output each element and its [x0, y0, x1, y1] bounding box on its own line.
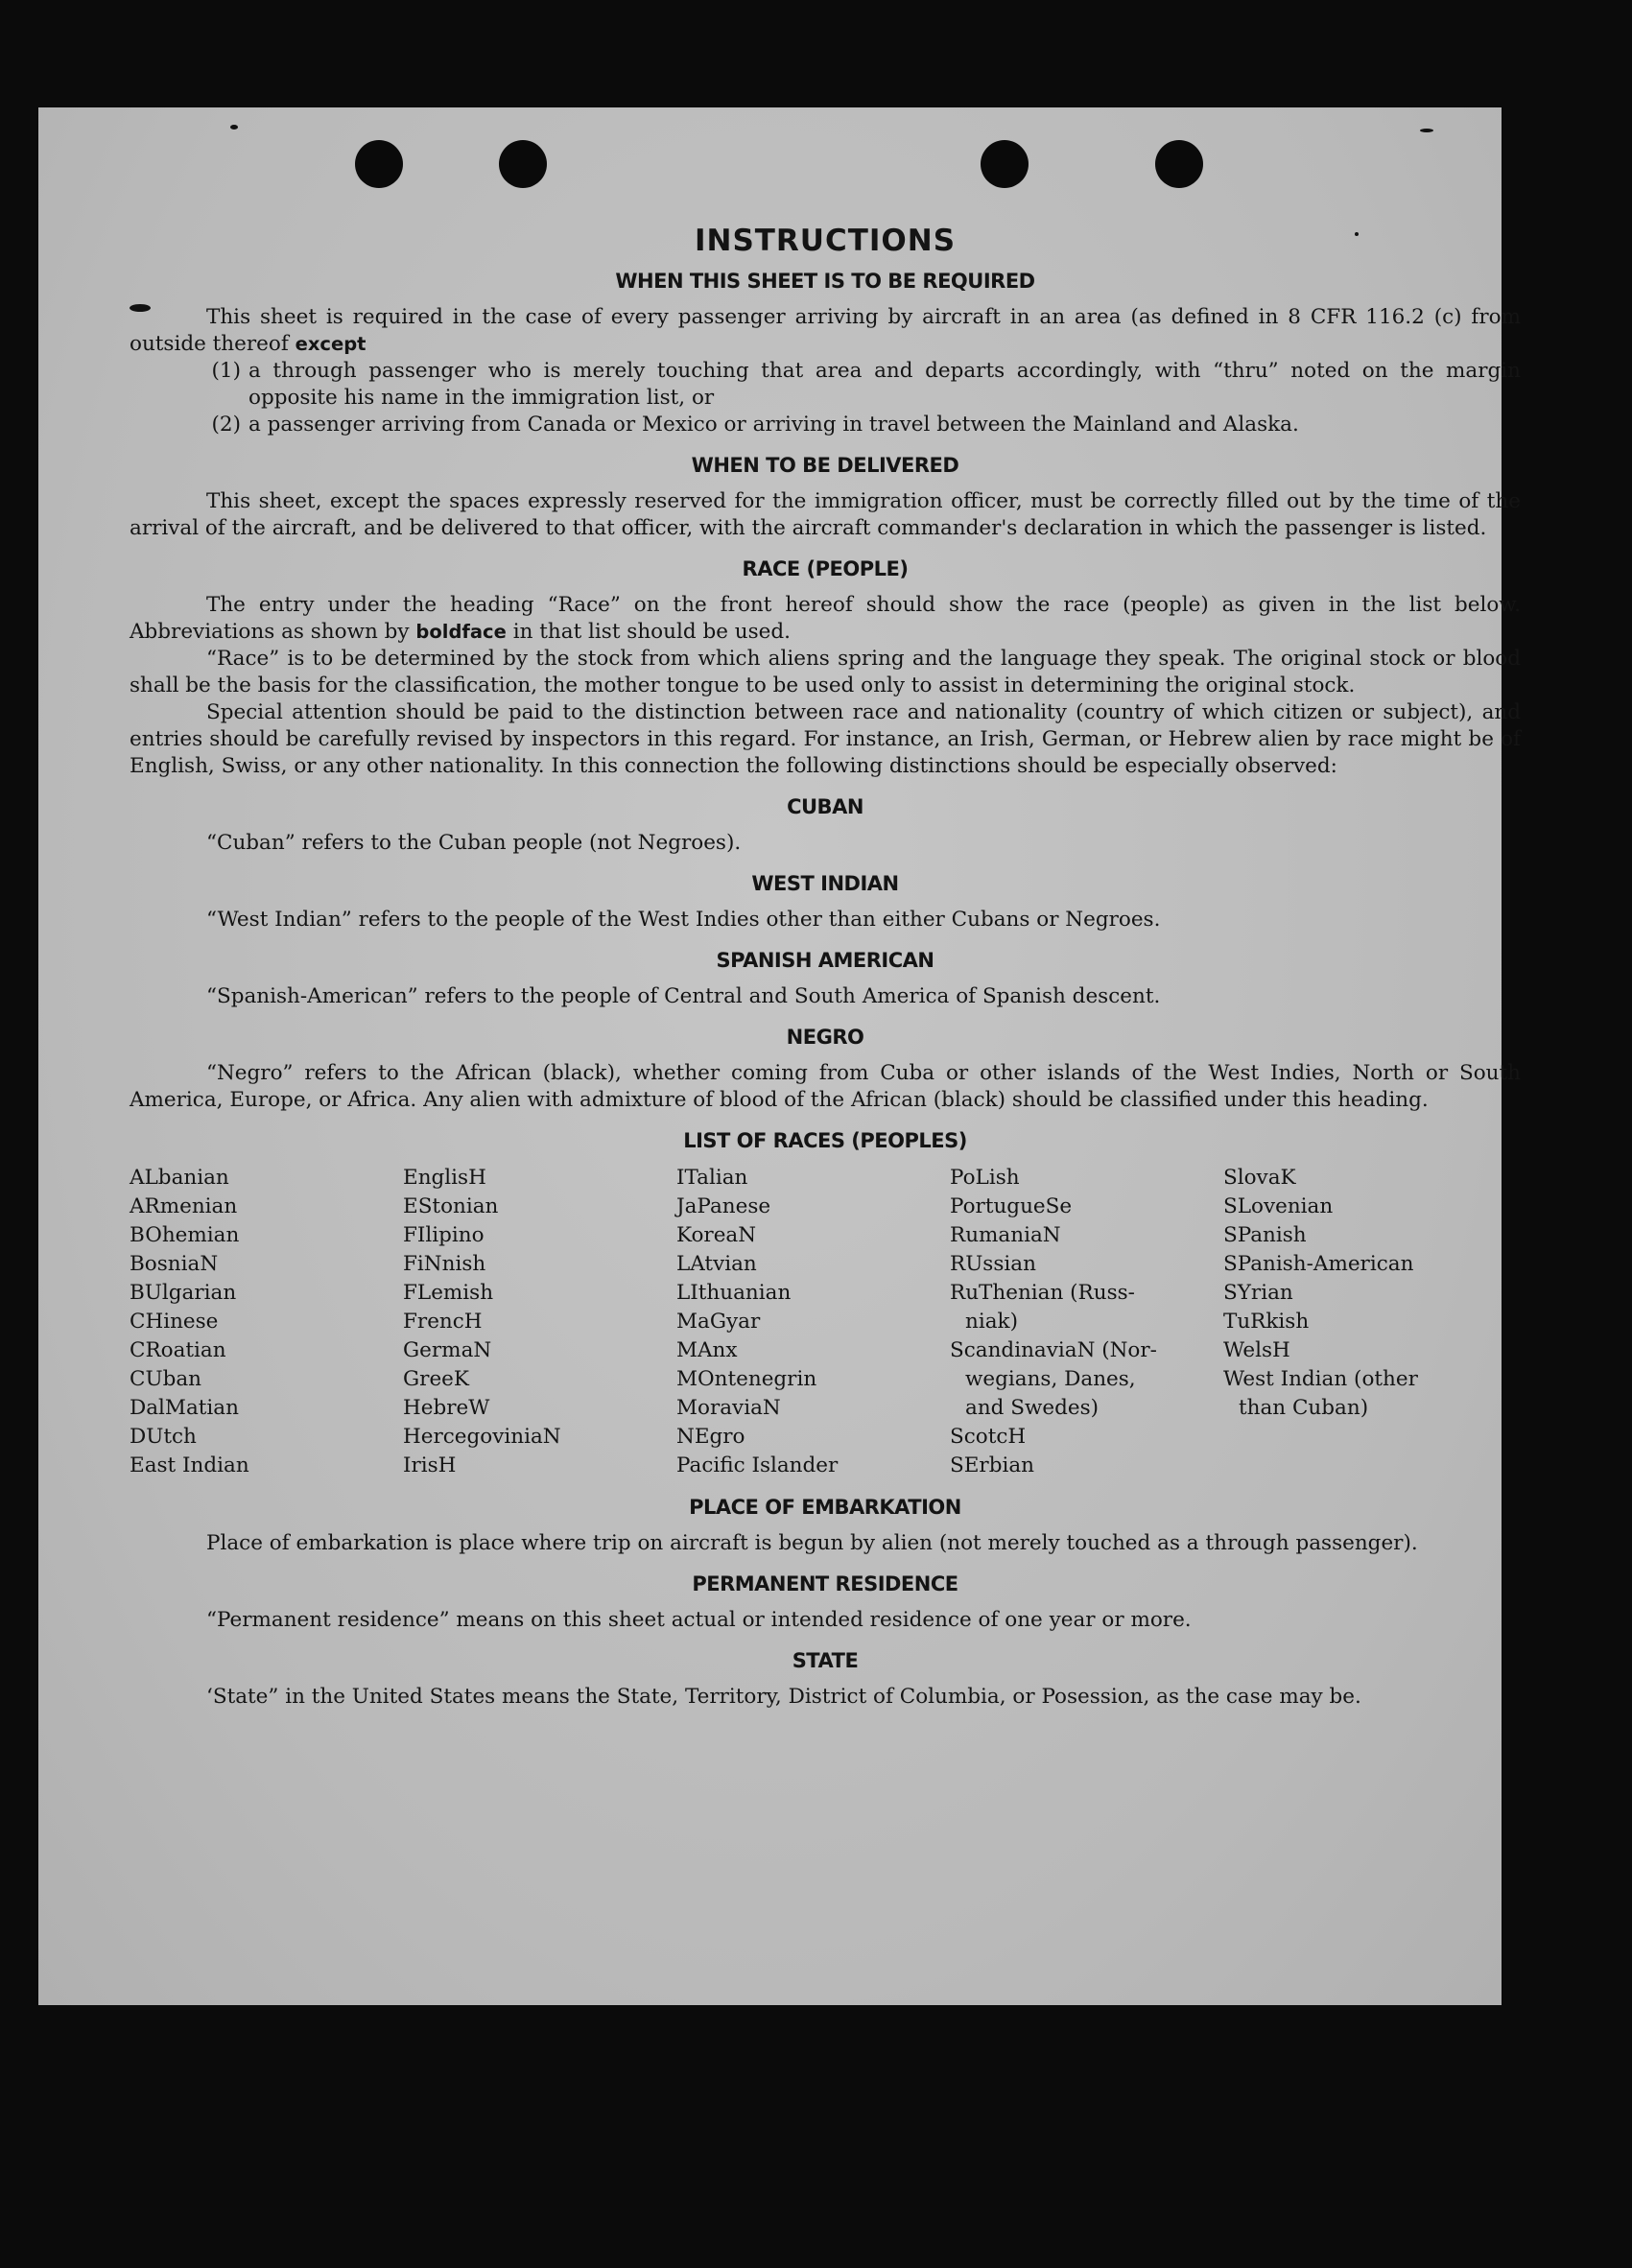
- cuban-text: “Cuban” refers to the Cuban people (not Negroes).: [206, 831, 742, 855]
- heading-west-indian: WEST INDIAN: [751, 872, 899, 895]
- speck: [1420, 129, 1433, 132]
- exception-item: (2) a passenger arriving from Canada or Mexico or arriving in travel between the Mainland and Alaska.: [211, 413, 1299, 437]
- race-entry: SPanish: [1223, 1223, 1307, 1247]
- race-entry: FLemish: [403, 1281, 494, 1305]
- race-entry: PoLish: [950, 1166, 1020, 1190]
- punch-hole: [499, 140, 547, 188]
- heading-delivered: WHEN TO BE DELIVERED: [691, 454, 959, 477]
- races-column: [130, 1164, 403, 1480]
- race-entry: CRoatian: [130, 1338, 226, 1362]
- race-entry: ScotcH: [950, 1425, 1027, 1449]
- race-entry: West Indian (other: [1223, 1367, 1418, 1391]
- race-entry-continued: wegians, Danes,: [965, 1367, 1136, 1391]
- exception-item: (1) a through passenger who is merely touching that area and departs accordingly, with “thru” noted on the margin opposite his name in the immigration list, or: [211, 359, 1521, 410]
- race-entry: EStonian: [403, 1194, 499, 1218]
- race-entry: ScandinaviaN (Nor-: [950, 1338, 1157, 1362]
- race-entry: ALbanian: [130, 1166, 229, 1190]
- race-entry: HebreW: [403, 1396, 490, 1420]
- race-entry: BUlgarian: [130, 1281, 237, 1305]
- heading-embarkation: PLACE OF EMBARKATION: [689, 1496, 961, 1519]
- race-entry: SYrian: [1223, 1281, 1293, 1305]
- race-entry: MaGyar: [676, 1310, 761, 1334]
- race-entry: IrisH: [403, 1453, 457, 1477]
- embarkation-text: Place of embarkation is place where trip on aircraft is begun by alien (not merely touched as a through passenger).: [206, 1531, 1418, 1555]
- heading-state: STATE: [792, 1649, 859, 1672]
- race-entry: BOhemian: [130, 1223, 240, 1247]
- punch-hole: [1155, 140, 1203, 188]
- race-entry: EnglisH: [403, 1166, 486, 1190]
- punch-hole: [355, 140, 403, 188]
- race-entry: PortugueSe: [950, 1194, 1073, 1218]
- punch-hole: [981, 140, 1029, 188]
- race-entry: GermaN: [403, 1338, 492, 1362]
- heading-race: RACE (PEOPLE): [742, 557, 909, 580]
- race-entry: DalMatian: [130, 1396, 239, 1420]
- race-entry: DUtch: [130, 1425, 197, 1449]
- race-entry: CUban: [130, 1367, 201, 1391]
- race-entry: SErbian: [950, 1453, 1035, 1477]
- race-entry: SPanish-American: [1223, 1252, 1414, 1276]
- heading-spanish-american: SPANISH AMERICAN: [716, 949, 934, 972]
- race-entry: SlovaK: [1223, 1166, 1296, 1190]
- race-entry: Pacific Islander: [676, 1453, 839, 1477]
- race-entry: RuThenian (Russ-: [950, 1281, 1135, 1305]
- heading-list-of-races: LIST OF RACES (PEOPLES): [683, 1129, 967, 1152]
- race-entry: MAnx: [676, 1338, 738, 1362]
- heading-required: WHEN THIS SHEET IS TO BE REQUIRED: [615, 270, 1035, 293]
- race-entry: MOntenegrin: [676, 1367, 817, 1391]
- heading-cuban: CUBAN: [787, 795, 863, 818]
- west-indian-text: “West Indian” refers to the people of the West Indies other than either Cubans or Negroes.: [206, 908, 1161, 932]
- races-column: [1223, 1164, 1497, 1480]
- race-paragraph: The entry under the heading “Race” on the front hereof should show the race (people) as given in the list below. Abbreviations as shown by boldface in that list should be used.: [130, 593, 1521, 644]
- state-text: ‘State” in the United States means the State, Territory, District of Columbia, or Posession, as the case may be.: [206, 1685, 1361, 1709]
- race-entry: NEgro: [676, 1425, 745, 1449]
- residence-text: “Permanent residence” means on this sheet actual or intended residence of one year or more.: [206, 1608, 1192, 1632]
- race-entry-continued: than Cuban): [1239, 1396, 1369, 1420]
- race-entry: MoraviaN: [676, 1396, 781, 1420]
- race-entry: SLovenian: [1223, 1194, 1334, 1218]
- negro-text: “Negro” refers to the African (black), whether coming from Cuba or other islands of the West Indies, North or South America, Europe, or Africa. Any alien with admixture of blood of the African (black) should be classified under this heading.: [130, 1061, 1521, 1112]
- instructions-content: [130, 224, 1521, 1711]
- race-entry: ITalian: [676, 1166, 748, 1190]
- race-entry: BosniaN: [130, 1252, 219, 1276]
- page-title: INSTRUCTIONS: [694, 224, 957, 258]
- race-paragraph: Special attention should be paid to the distinction between race and nationality (country of which citizen or subject), and entries should be carefully revised by inspectors in this regard. For instance, an Irish, German, or Hebrew alien by race might be of English, Swiss, or any other nationality. In this connection the following distinctions should be especially observed:: [130, 700, 1521, 778]
- race-paragraph: “Race” is to be determined by the stock from which aliens spring and the language they speak. The original stock or blood shall be the basis for the classification, the mother tongue to be used only to assist in determining the original stock.: [130, 647, 1521, 697]
- races-column: [676, 1164, 950, 1480]
- delivered-text: This sheet, except the spaces expressly reserved for the immigration officer, must be correctly filled out by the time of the arrival of the aircraft, and be delivered to that officer, with the aircraft commander's declaration in which the passenger is listed.: [130, 489, 1521, 540]
- race-entry: LAtvian: [676, 1252, 757, 1276]
- race-entry: FiNnish: [403, 1252, 486, 1276]
- race-entry: CHinese: [130, 1310, 219, 1334]
- race-entry: FrencH: [403, 1310, 483, 1334]
- race-entry: LIthuanian: [676, 1281, 792, 1305]
- spanish-american-text: “Spanish-American” refers to the people of Central and South America of Spanish descent.: [206, 984, 1161, 1008]
- race-entry: East Indian: [130, 1453, 249, 1477]
- race-entry: GreeK: [403, 1367, 469, 1391]
- races-list: [130, 1164, 1521, 1480]
- race-entry-continued: and Swedes): [965, 1396, 1100, 1420]
- race-entry: FIlipino: [403, 1223, 485, 1247]
- speck: [230, 125, 238, 130]
- race-entry: JaPanese: [676, 1194, 771, 1218]
- required-intro: This sheet is required in the case of every passenger arriving by aircraft in an area (as defined in 8 CFR 116.2 (c) from outside thereof except: [130, 305, 1521, 356]
- race-entry: RUssian: [950, 1252, 1036, 1276]
- race-entry: WelsH: [1223, 1338, 1290, 1362]
- races-column: [950, 1164, 1223, 1480]
- race-entry-continued: niak): [965, 1310, 1018, 1334]
- heading-permanent-residence: PERMANENT RESIDENCE: [692, 1572, 958, 1595]
- race-entry: HercegoviniaN: [403, 1425, 561, 1449]
- races-column: [403, 1164, 676, 1480]
- race-entry: KoreaN: [676, 1223, 757, 1247]
- race-entry: TuRkish: [1223, 1310, 1310, 1334]
- race-entry: RumaniaN: [950, 1223, 1061, 1247]
- document-sheet: [38, 107, 1521, 2005]
- heading-negro: NEGRO: [786, 1026, 864, 1049]
- race-entry: ARmenian: [130, 1194, 238, 1218]
